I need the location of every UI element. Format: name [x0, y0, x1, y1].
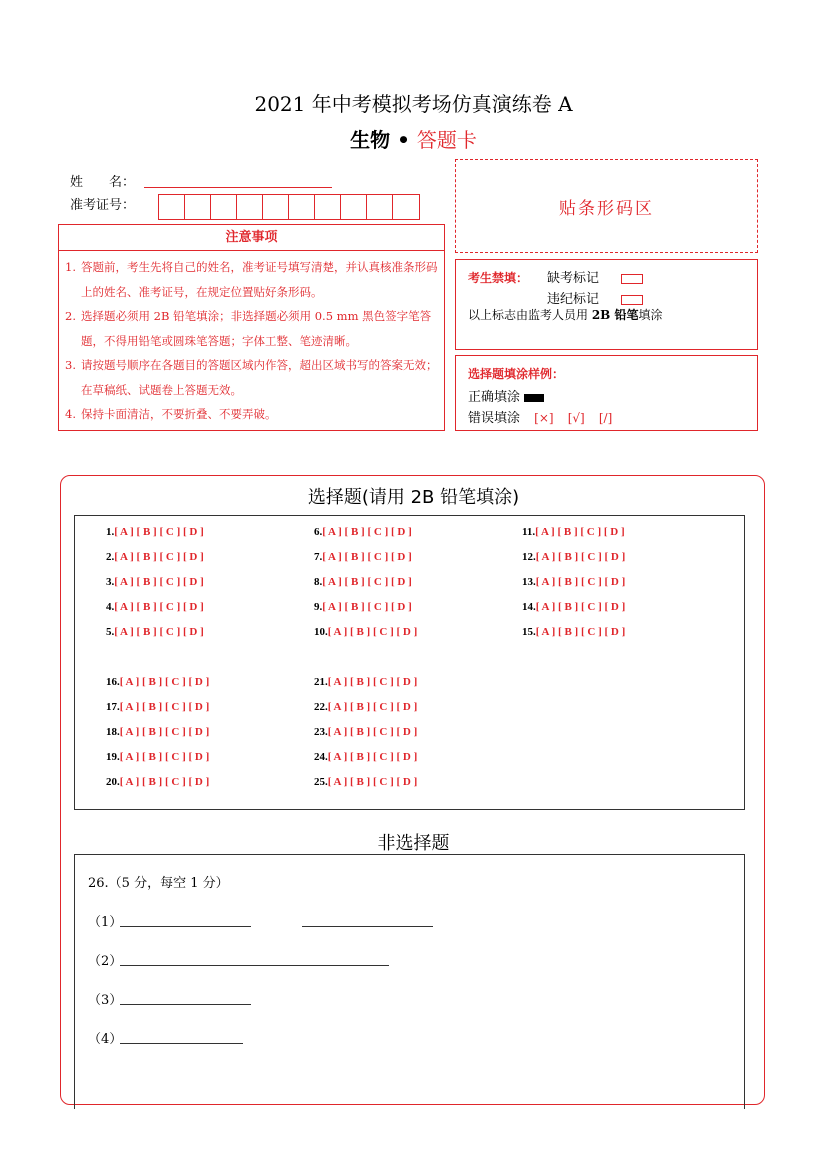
mc-question[interactable] [314, 526, 412, 538]
mc-question[interactable] [106, 776, 209, 788]
mc-question-number: 17. [106, 701, 120, 713]
question-26-title: 26.（5 分，每空 1 分） [88, 876, 229, 891]
mc-answer-options[interactable]: [ A ] [ B ] [ C ] [ D ] [114, 526, 204, 538]
forbid-box [455, 259, 758, 350]
nc-section-title: 非选择题 [377, 833, 450, 854]
id-digit-box[interactable] [367, 195, 393, 219]
nc-answer-box [74, 854, 745, 1109]
forbid-note-bold: 2B 铅笔 [591, 308, 639, 322]
notice-item [65, 402, 438, 427]
mc-answer-options[interactable]: [ A ] [ B ] [ C ] [ D ] [322, 601, 412, 613]
mc-answer-options[interactable]: [ A ] [ B ] [ C ] [ D ] [119, 776, 210, 788]
name-field[interactable] [144, 187, 332, 188]
notice-item-number: 4. [65, 407, 76, 421]
barcode-label: 贴条形码区 [559, 198, 654, 219]
mc-question[interactable] [314, 701, 417, 713]
page-title: 2021 年中考模拟考场仿真演练卷 A [254, 92, 573, 116]
mc-question[interactable] [106, 551, 204, 563]
notice-item-number: 2. [65, 309, 76, 323]
id-digit-box[interactable] [237, 195, 263, 219]
mc-question[interactable] [522, 601, 625, 613]
mc-question[interactable] [106, 751, 209, 763]
mc-question[interactable] [314, 676, 417, 688]
mc-answer-options[interactable]: [ A ] [ B ] [ C ] [ D ] [114, 601, 204, 613]
id-digit-box[interactable] [315, 195, 341, 219]
mc-question-number: 21. [314, 676, 328, 688]
sample-box [455, 355, 758, 431]
mc-question-number: 5. [106, 626, 115, 638]
mc-answer-options[interactable]: [ A ] [ B ] [ C ] [ D ] [327, 676, 418, 688]
mc-question[interactable] [106, 626, 204, 638]
mc-question[interactable] [522, 526, 625, 538]
mc-question[interactable] [522, 576, 625, 588]
mc-question[interactable] [314, 626, 417, 638]
barcode-area [455, 159, 758, 253]
answer-blank-4[interactable] [120, 1043, 243, 1044]
answer-blank-3[interactable] [120, 1004, 251, 1005]
mc-answer-options[interactable]: [ A ] [ B ] [ C ] [ D ] [327, 726, 418, 738]
notice-item-number: 1. [65, 260, 76, 274]
answer-blank-2[interactable] [120, 965, 389, 966]
mc-question-number: 22. [314, 701, 328, 713]
mc-question-number: 14. [522, 601, 536, 613]
forbid-note [468, 306, 663, 323]
notice-item-text: 选择题必须用 2B 铅笔填涂；非选择题必须用 0.5 mm 黑色签字笔答题，不得用铅笔或圆珠笔答题；字体工整、笔迹清晰。 [81, 309, 432, 348]
notice-box [58, 224, 445, 431]
mc-answer-options[interactable]: [ A ] [ B ] [ C ] [ D ] [119, 726, 210, 738]
forbid-title: 考生禁填： [468, 271, 529, 285]
wrong-mark-slash: [/] [598, 411, 613, 425]
mc-answer-options[interactable]: [ A ] [ B ] [ C ] [ D ] [327, 626, 418, 638]
sub-question-1-label: （1） [88, 915, 123, 930]
id-digit-box[interactable] [185, 195, 211, 219]
mc-question-number: 12. [522, 551, 536, 563]
mc-question-number: 8. [314, 576, 323, 588]
absent-mark-row [547, 267, 643, 286]
mc-question-number: 23. [314, 726, 328, 738]
mc-question-number: 7. [314, 551, 323, 563]
id-digit-box[interactable] [341, 195, 367, 219]
mc-answer-options[interactable]: [ A ] [ B ] [ C ] [ D ] [535, 526, 625, 538]
mc-answer-options[interactable]: [ A ] [ B ] [ C ] [ D ] [327, 701, 418, 713]
name-label: 姓 名： [70, 175, 136, 190]
mc-answer-options[interactable]: [ A ] [ B ] [ C ] [ D ] [114, 551, 204, 563]
mc-question[interactable] [106, 526, 204, 538]
mc-question[interactable] [314, 726, 417, 738]
mc-question[interactable] [314, 751, 417, 763]
id-digit-box[interactable] [159, 195, 185, 219]
mc-question[interactable] [106, 701, 209, 713]
mc-question-number: 24. [314, 751, 328, 763]
notice-item [65, 353, 438, 402]
id-digit-box[interactable] [393, 195, 419, 219]
mc-answer-options[interactable]: [ A ] [ B ] [ C ] [ D ] [535, 601, 626, 613]
violation-checkbox[interactable] [621, 295, 643, 305]
subtitle-subject: 生物 • [350, 128, 417, 152]
mc-section-title: 选择题(请用 2B 铅笔填涂) [307, 487, 520, 508]
mc-question[interactable] [106, 726, 209, 738]
mc-question-number: 20. [106, 776, 120, 788]
sample-wrong-label: 错误填涂 [468, 411, 521, 426]
notice-item [65, 304, 438, 353]
mc-question-number: 2. [106, 551, 115, 563]
mc-question[interactable] [106, 576, 204, 588]
id-digit-box[interactable] [211, 195, 237, 219]
notice-list [59, 251, 444, 427]
sample-right-label: 正确填涂 [468, 390, 521, 405]
mc-question-number: 15. [522, 626, 536, 638]
mc-question-number: 1. [106, 526, 115, 538]
id-digit-box[interactable] [263, 195, 289, 219]
mc-question-number: 16. [106, 676, 120, 688]
answer-blank-1b[interactable] [302, 926, 433, 927]
notice-title: 注意事项 [59, 225, 444, 251]
mc-answer-options[interactable]: [ A ] [ B ] [ C ] [ D ] [119, 676, 210, 688]
mc-answer-options[interactable]: [ A ] [ B ] [ C ] [ D ] [327, 751, 418, 763]
mc-question-number: 10. [314, 626, 328, 638]
mc-question[interactable] [522, 551, 625, 563]
violation-label: 违纪标记 [547, 292, 600, 307]
sample-title: 选择题填涂样例： [468, 367, 565, 381]
mc-answer-options[interactable]: [ A ] [ B ] [ C ] [ D ] [535, 626, 626, 638]
mc-question-number: 3. [106, 576, 115, 588]
sub-question-3-label: （3） [88, 993, 123, 1008]
mc-answer-options[interactable]: [ A ] [ B ] [ C ] [ D ] [119, 701, 210, 713]
mc-question[interactable] [314, 551, 412, 563]
mc-question-number: 9. [314, 601, 323, 613]
answer-blank-1a[interactable] [120, 926, 251, 927]
mc-question[interactable] [314, 776, 417, 788]
id-number-boxes[interactable] [158, 194, 420, 220]
notice-item-text: 答题前，考生先将自己的姓名，准考证号填写清楚，并认真核准条形码上的姓名、准考证号，在规定位置贴好条形码。 [81, 260, 438, 299]
forbid-note-prefix: 以上标志由监考人员用 [468, 308, 592, 322]
id-label: 准考证号： [70, 198, 136, 213]
notice-item-text: 请按题号顺序在各题目的答题区域内作答，超出区域书写的答案无效；在草稿纸、试题卷上答题无效。 [81, 358, 438, 397]
mc-question-number: 6. [314, 526, 323, 538]
notice-item-text: 保持卡面清洁，不要折叠、不要弄破。 [81, 407, 277, 421]
notice-item [65, 255, 438, 304]
mc-question[interactable] [314, 601, 412, 613]
absent-label: 缺考标记 [547, 271, 600, 286]
sub-question-4-label: （4） [88, 1032, 123, 1047]
mc-answer-options[interactable]: [ A ] [ B ] [ C ] [ D ] [322, 576, 412, 588]
wrong-mark-cross: [×] [534, 411, 554, 425]
forbid-note-suffix: 填涂 [638, 308, 663, 322]
mc-answer-options[interactable]: [ A ] [ B ] [ C ] [ D ] [535, 551, 626, 563]
mc-question-number: 19. [106, 751, 120, 763]
mc-answer-options[interactable]: [ A ] [ B ] [ C ] [ D ] [535, 576, 626, 588]
absent-checkbox[interactable] [621, 274, 643, 284]
sub-question-2-label: （2） [88, 954, 123, 969]
mc-question-number: 18. [106, 726, 120, 738]
mc-answer-options[interactable]: [ A ] [ B ] [ C ] [ D ] [327, 776, 418, 788]
page-subtitle [0, 124, 827, 153]
mc-question-number: 13. [522, 576, 536, 588]
violation-mark-row [547, 288, 643, 307]
filled-block-icon [524, 394, 544, 402]
mc-question[interactable] [106, 676, 209, 688]
mc-answer-options[interactable]: [ A ] [ B ] [ C ] [ D ] [322, 526, 412, 538]
mc-question[interactable] [314, 576, 412, 588]
notice-item-number: 3. [65, 358, 76, 372]
mc-answer-options[interactable]: [ A ] [ B ] [ C ] [ D ] [114, 626, 204, 638]
mc-answer-options[interactable]: [ A ] [ B ] [ C ] [ D ] [322, 551, 412, 563]
mc-answer-options[interactable]: [ A ] [ B ] [ C ] [ D ] [119, 751, 210, 763]
mc-question[interactable] [106, 601, 204, 613]
sample-right-row [468, 386, 544, 405]
id-digit-box[interactable] [289, 195, 315, 219]
mc-answer-options[interactable]: [ A ] [ B ] [ C ] [ D ] [114, 576, 204, 588]
mc-question-number: 11. [522, 526, 536, 538]
mc-question-number: 4. [106, 601, 115, 613]
sample-wrong-row [468, 407, 612, 426]
mc-question[interactable] [522, 626, 625, 638]
subtitle-card: 答题卡 [416, 128, 477, 152]
wrong-mark-check: [√] [567, 411, 585, 425]
mc-question-number: 25. [314, 776, 328, 788]
